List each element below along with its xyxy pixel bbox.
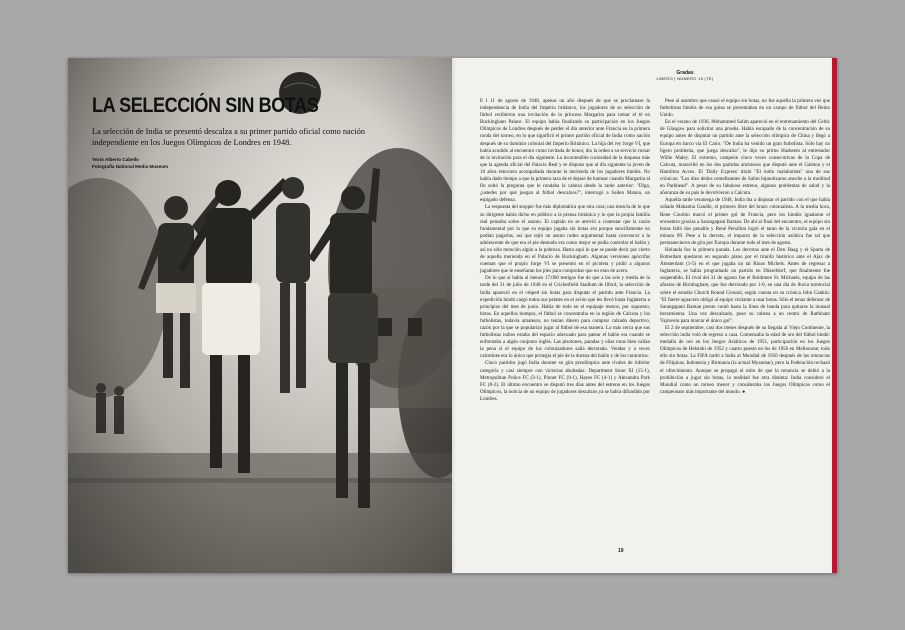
paragraph: La respuesta del stopper fue más diplomática que otra cosa; una mezcla de lo que su dirigente había dicho en público a la prensa británica y lo que la propia familia real pensaba sobre el asunto. El capitán no se atrevió a contestar que la razón fundamental por la que su equipo jugaba sin botas era porque sencillamente no podían pagarlas, así que tejió un astuto rodeo argumental hasta convencer a la adolescente de que era el pie desnudo era como mejor se podía controlar el balón y así no sólo mención algún a la pobreza. Hasta aquí lo que se puede decir por cierto de aquella merienda en el Palacio de Buckingham. Algunas versiones apócrifas cuentan que el propio Jorge VI se presentó en el picoleta y pidió a algunos jugadores que le enseñaran los pies para comprobar que no eran de acero. (480, 204, 650, 275)
article-photo (68, 58, 452, 573)
paragraph: Holanda fue la primera parada. Los derrotas ante el Den Haag y el Sparta de Rotterdam quedaron en segundo plano por el triunfo histórico ante el Ajax de Ámsterdam (1-5) en el que jugaba un tal Rinus Michels. Antes de regresar a Inglaterra, se había programado un partido en Düsseldorf, que finalmente fue suspendido. El rival del 31 de agosto fue el Boldmere St. Michaels, equipo de las afueras de Birmingham, que fue derrotado por 1-0, en una día de lluvia torrencial sobre el estadio Church Round Ground, según cuenta en su crónica John Cankin: "El fuerte aguacero obligó al equipo visitante a usar botas. Sólo el tenaz defensor de Sarangapani Raman presto contó hasta la línea de banda para quitarse la inusual herramienta. Una vez descalzado, puso su cabeza a un centro de Rathinam Vajravelu para marcar el único gol". (660, 246, 830, 324)
body-column-2 (660, 98, 830, 396)
accent-edge (832, 58, 837, 573)
spine-shadow (452, 58, 456, 573)
article-title: LA SELECCIÓN SIN BOTAS (92, 94, 319, 117)
issue-label: LIBERO | NÚMERO 15 (TE) (656, 76, 714, 81)
paragraph: Aquella tarde veraniega de 1948, India iba a disputar el partido con el que había soñado Mahatma Gandhi, el primero libre del brazo colonialista. A la media hora, Rene Courbin marcó el primer gol de Francia, pero los hindús igualaron el encuentro gracias a Sarangapani Raman. De ahí al final del encuentro, el equipo sin botas falló dos penaltis y René Persillon logró el tanto de la victoria gala en el minuto 89. Pese a la derrota, el impacto de la selección asiática fue tal que permanecieron de gira por Europa durante todo el mes de agosto. (660, 197, 830, 246)
paragraph: E l 11 de agosto de 1948, apenas un año después de que se proclamase la independencia de India del Imperio británico, los jugadores de su selección de fútbol recibieron una invitación de la princesa Margarita para tomar el té en Buckingham Palace. El equipo había finalizado su participación en los Juegos Olímpicos de Londres después de perder el día anterior ante Francia en la primera ronda del torneo, en lo que significó el primer partido oficial de India como nación después de su dominio colonial del Imperio Británico. La hija del rey Jorge VI, que había acudido al encuentro como invitada de honor, dio la orden a su servicio cursar de la invitación para el día siguiente. La incontenible curiosidad de la duquesa más que la agenda oficial del Palacio Real y se dispuso que al día siguiente la joven de 18 años estuviera acompañada durante la merienda de los jugadores hindús. No había dado tiempo a que la primera taza de té dejase de humear cuando Margarita al fin soltó la pregunta que le rondaba la cabeza desde la tarde anterior: "Diga, ¿ustedes por qué juegan al fútbol descalzos?", interrogó a Sailen Manna, un espigado defensa. (480, 98, 650, 204)
paragraph: Cinco partidos jugó India durante su gira preolímpica ante rivales de inferior categoría y casi siempre con victorias abultadas: Department Store XI (15-1), Metropolitan Police FC (3-1), Pinner FC (9-1), Hayes FC (4-1) y Alexandra Park FC (8-2). El último encuentro se disputó tres días antes del estreno en los Juegos Olímpicos, la noticia de un equipo de jugadores descalzos ya se había difundido por Londres. (480, 360, 650, 402)
photo-credit: Fotografía National Media Museum (92, 164, 169, 169)
text-credit: Texto Alberto Cabello (92, 157, 139, 162)
paragraph: En el verano de 1936, Mohammed Salim apareció en el entrenamiento del Celtic de Glasgow para solicitar una prueba. Había escapado de la concentración de su equipo antes de disputar un partido ante la selección olímpica de China y llegó a Europa en barco vía El Cairo. "De India ha venido un gran futbolista. Sólo hay un ligero problema, que juega descalzo", le dijo su primo Hasheem al entrenador Willie Maley. El extremo, campeón cinco veces consecutivas de la Copa de Calcuta, maravilló en los dos partidos amistosos que disputó ante el Galston y el Hamilton Acces. El 'Daily Express' tituló "El indio malabarista" una de sus crónicas; "Los diez dedos centelleantes de Salim hipnotizaron anoche a la multitud en Parkhead". A pesar de su fabuloso estreno, algunos problemas de salud y la añoranza de su país le devolvieron a Calcuta. (660, 119, 830, 197)
running-head (655, 70, 715, 81)
article-deck: La selección de India se presentó descalza a su primer partido oficial como nación independiente en los Juegos Olímpicos de Londres en 1948. (92, 127, 365, 147)
paragraph: Pese al asombro que causó el equipo sin botas, no fue aquella la primera vez que futbolistas hindús de esa guisa se presentaban en un campo de fútbol del Reino Unido. (660, 98, 830, 119)
paragraph: De lo que sí había al menos 17.000 testigos fue de que a las seis y media de la tarde del 31 de julio de 1948 en el Cricketfield Stadium de Ilford, la selección de India apareció en el césped sin botas para disputar el partido ante Francia. La expedición hindú cargó todos sus petates en el avión que les llevó hasta Inglaterra a principios del mes de junio. Había de todo en el equipaje menos, por supuesto, botas. En aquellos tiempos, el fútbol se concentraba en la región de Calcuta y los futbolistas, todavía amateurs, no tenían dinero para comprar calzado deportivo, razón por la que se popularizó jugar al fútbol de esa manera. Lo más cerca que sus futbolistas indios estaba del espacio adecuado para patear el balón era cuando se enfrentaba a algún conjunto inglés. Las pisotones, patadas y uñas rotas bien valían la pena si el equipo de los colonizadores salía derrotado. Vendas y a veces calcetines era lo único que protegía el pie de la dureza del balón y de los contrarios. (480, 275, 650, 360)
paragraph: El 2 de septiembre, casi dos meses después de su llegada al Viejo Continente, la selección india voló de regreso a casa. Comenzaba la edad de oro del fútbol hindú: medalla de oro en los Juegos Asiáticos de 1951, participación en los Juegos Olímpicos de Helsinki de 1952 y cuarto puesto en los de 1956 en Melbourne; todo ello sin botas. La FIFA tardó a India al Mundial de 1950 después de las renuncias de Filipinas, Indonesia y Birmania (la actual Myanmar), pero la Federación rechazó el ofrecimiento. Aunque se propagó el mito de que la renuncia se debió a la prohibición a jugar sin botas, la realidad fue otra distinta: India consideró el Mundial como un torneo menor y consideraba los Juegos Olímpicos como el campeonato más importante del mundo. ● (660, 325, 830, 395)
body-column-1 (480, 98, 650, 403)
page-number: 19 (618, 548, 624, 554)
magazine-spread (68, 58, 837, 573)
credits (92, 156, 168, 170)
section-name: Gradas (676, 70, 694, 76)
